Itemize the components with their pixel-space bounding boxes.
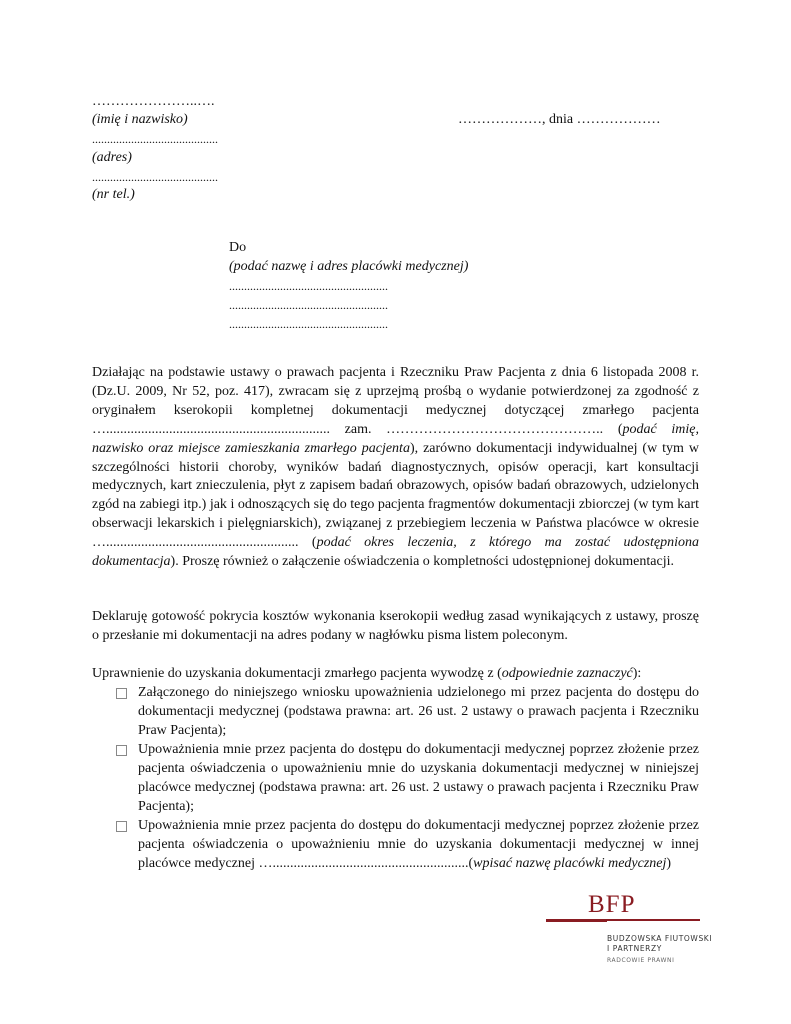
request-paragraph bbox=[92, 364, 699, 572]
logo-firm-line-2: I PARTNERZY bbox=[607, 944, 662, 953]
logo-firm-line-3: RADCOWIE PRAWNI bbox=[607, 957, 675, 964]
phone-dots: .......................................... bbox=[92, 170, 218, 184]
address-dots: .......................................... bbox=[92, 132, 218, 146]
option-3-checkbox[interactable] bbox=[116, 821, 127, 832]
name-dots: …………………..…. bbox=[92, 94, 215, 109]
logo-rule-left bbox=[546, 919, 607, 922]
entitlement-hint: odpowiednie zaznaczyć bbox=[501, 666, 633, 681]
logo-firm-line-1: BUDZOWSKA FIUTOWSKI bbox=[607, 934, 713, 943]
place-date: ………………, dnia ……………… bbox=[458, 112, 661, 127]
request-hint-patient: podać imię, nazwisko oraz miejsce zamieszkania zmarłego pacjenta bbox=[92, 421, 699, 456]
entitlement-intro bbox=[92, 665, 641, 683]
name-label: (imię i nazwisko) bbox=[92, 112, 188, 127]
entitlement-text-a: Uprawnienie do uzyskania dokumentacji zmarłego pacjenta wywodzę z ( bbox=[92, 666, 502, 681]
logo-rule-right bbox=[607, 919, 700, 921]
recipient-line-1: ..................................................... bbox=[229, 279, 388, 293]
costs-paragraph bbox=[92, 608, 699, 646]
costs-text: Deklaruję gotowość pokrycia kosztów wykonania kserokopii według zasad wynikających z ustawy, proszę o przesłanie mi dokumentacji na adres podany w nagłówku pisma listem poleconym. bbox=[92, 609, 699, 643]
option-3-hint: wpisać nazwę placówki medycznej bbox=[473, 856, 667, 871]
option-3-body: Upoważnienia mnie przez pacjenta do dostępu do dokumentacji medycznej poprzez złożenie przez pacjenta oświadczenia o upoważnieniu mnie do uzyskania dokumentacji medycznej w innej placówce medycznej …........................................................( bbox=[138, 818, 699, 871]
option-1-text: Załączonego do niniejszego wniosku upoważnienia udzielonego mi przez pacjenta do dostępu do dokumentacji medycznej (podstawa prawna: art. 26 ust. 2 ustawy o prawach pacjenta i Rzeczniku Praw Pacjenta); bbox=[138, 685, 699, 738]
option-3-text bbox=[138, 816, 699, 873]
request-text-a: Działając na podstawie ustawy o prawach pacjenta i Rzeczniku Praw Pacjenta z dnia 6 listopada 2008 r. (Dz.U. 2009, Nr 52, poz. 417), zwracam się z uprzejmą prośbą o wydanie potwierdzonej za zgodność z oryginałem kserokopii kompletnej dokumentacji medycznej dotyczącej zmarłego pacjenta …................................................................ zam. ……………………………………….. ( bbox=[92, 365, 699, 437]
option-1-checkbox[interactable] bbox=[116, 688, 127, 699]
address-label: (adres) bbox=[92, 150, 132, 165]
request-text-c: ). Proszę również o załączenie oświadczenia o kompletności udostępnionej dokumentacji. bbox=[170, 554, 674, 570]
option-2-text: Upoważnienia mnie przez pacjenta do dostępu do dokumentacji medycznej poprzez złożenie przez pacjenta oświadczenia o upoważnieniu mnie do uzyskania dokumentacji medycznej w niniejszej placówce medycznej (podstawa prawna: art. 26 ust. 2 ustawy o prawach pacjenta i Rzeczniku Praw Pacjenta); bbox=[138, 742, 699, 814]
option-2-checkbox[interactable] bbox=[116, 745, 127, 756]
entitlement-text-b: ): bbox=[632, 666, 642, 681]
recipient-hint: (podać nazwę i adres placówki medycznej) bbox=[229, 259, 469, 274]
request-text-b: ), zarówno dokumentacji indywidualnej (w tym w szczególności historii choroby, wyników badań diagnostycznych, opisów operacji, kart konsultacji medycznych, kart znieczulenia, płyt z zapisem badań obrazowych, opisów badań obrazowych, udzielonych zgód na zabiegi itp.) jak i odnoszących się do tego pacjenta fragmentów dokumentacji zbiorczej (w tym kart obserwacji lekarskich i pielęgniarskich), związanej z przebiegiem leczenia w Państwa placówce w okresie …....................................................... ( bbox=[92, 440, 699, 551]
request-hint-period: podać okres leczenia, z którego ma zostać udostępniona dokumentacja bbox=[92, 535, 699, 570]
recipient-to: Do bbox=[229, 240, 247, 255]
recipient-line-3: ..................................................... bbox=[229, 317, 388, 331]
phone-label: (nr tel.) bbox=[92, 187, 135, 202]
option-3-tail: ) bbox=[666, 856, 672, 871]
recipient-line-2: ..................................................... bbox=[229, 298, 388, 312]
bfp-logo-mark: BFP bbox=[588, 891, 636, 918]
